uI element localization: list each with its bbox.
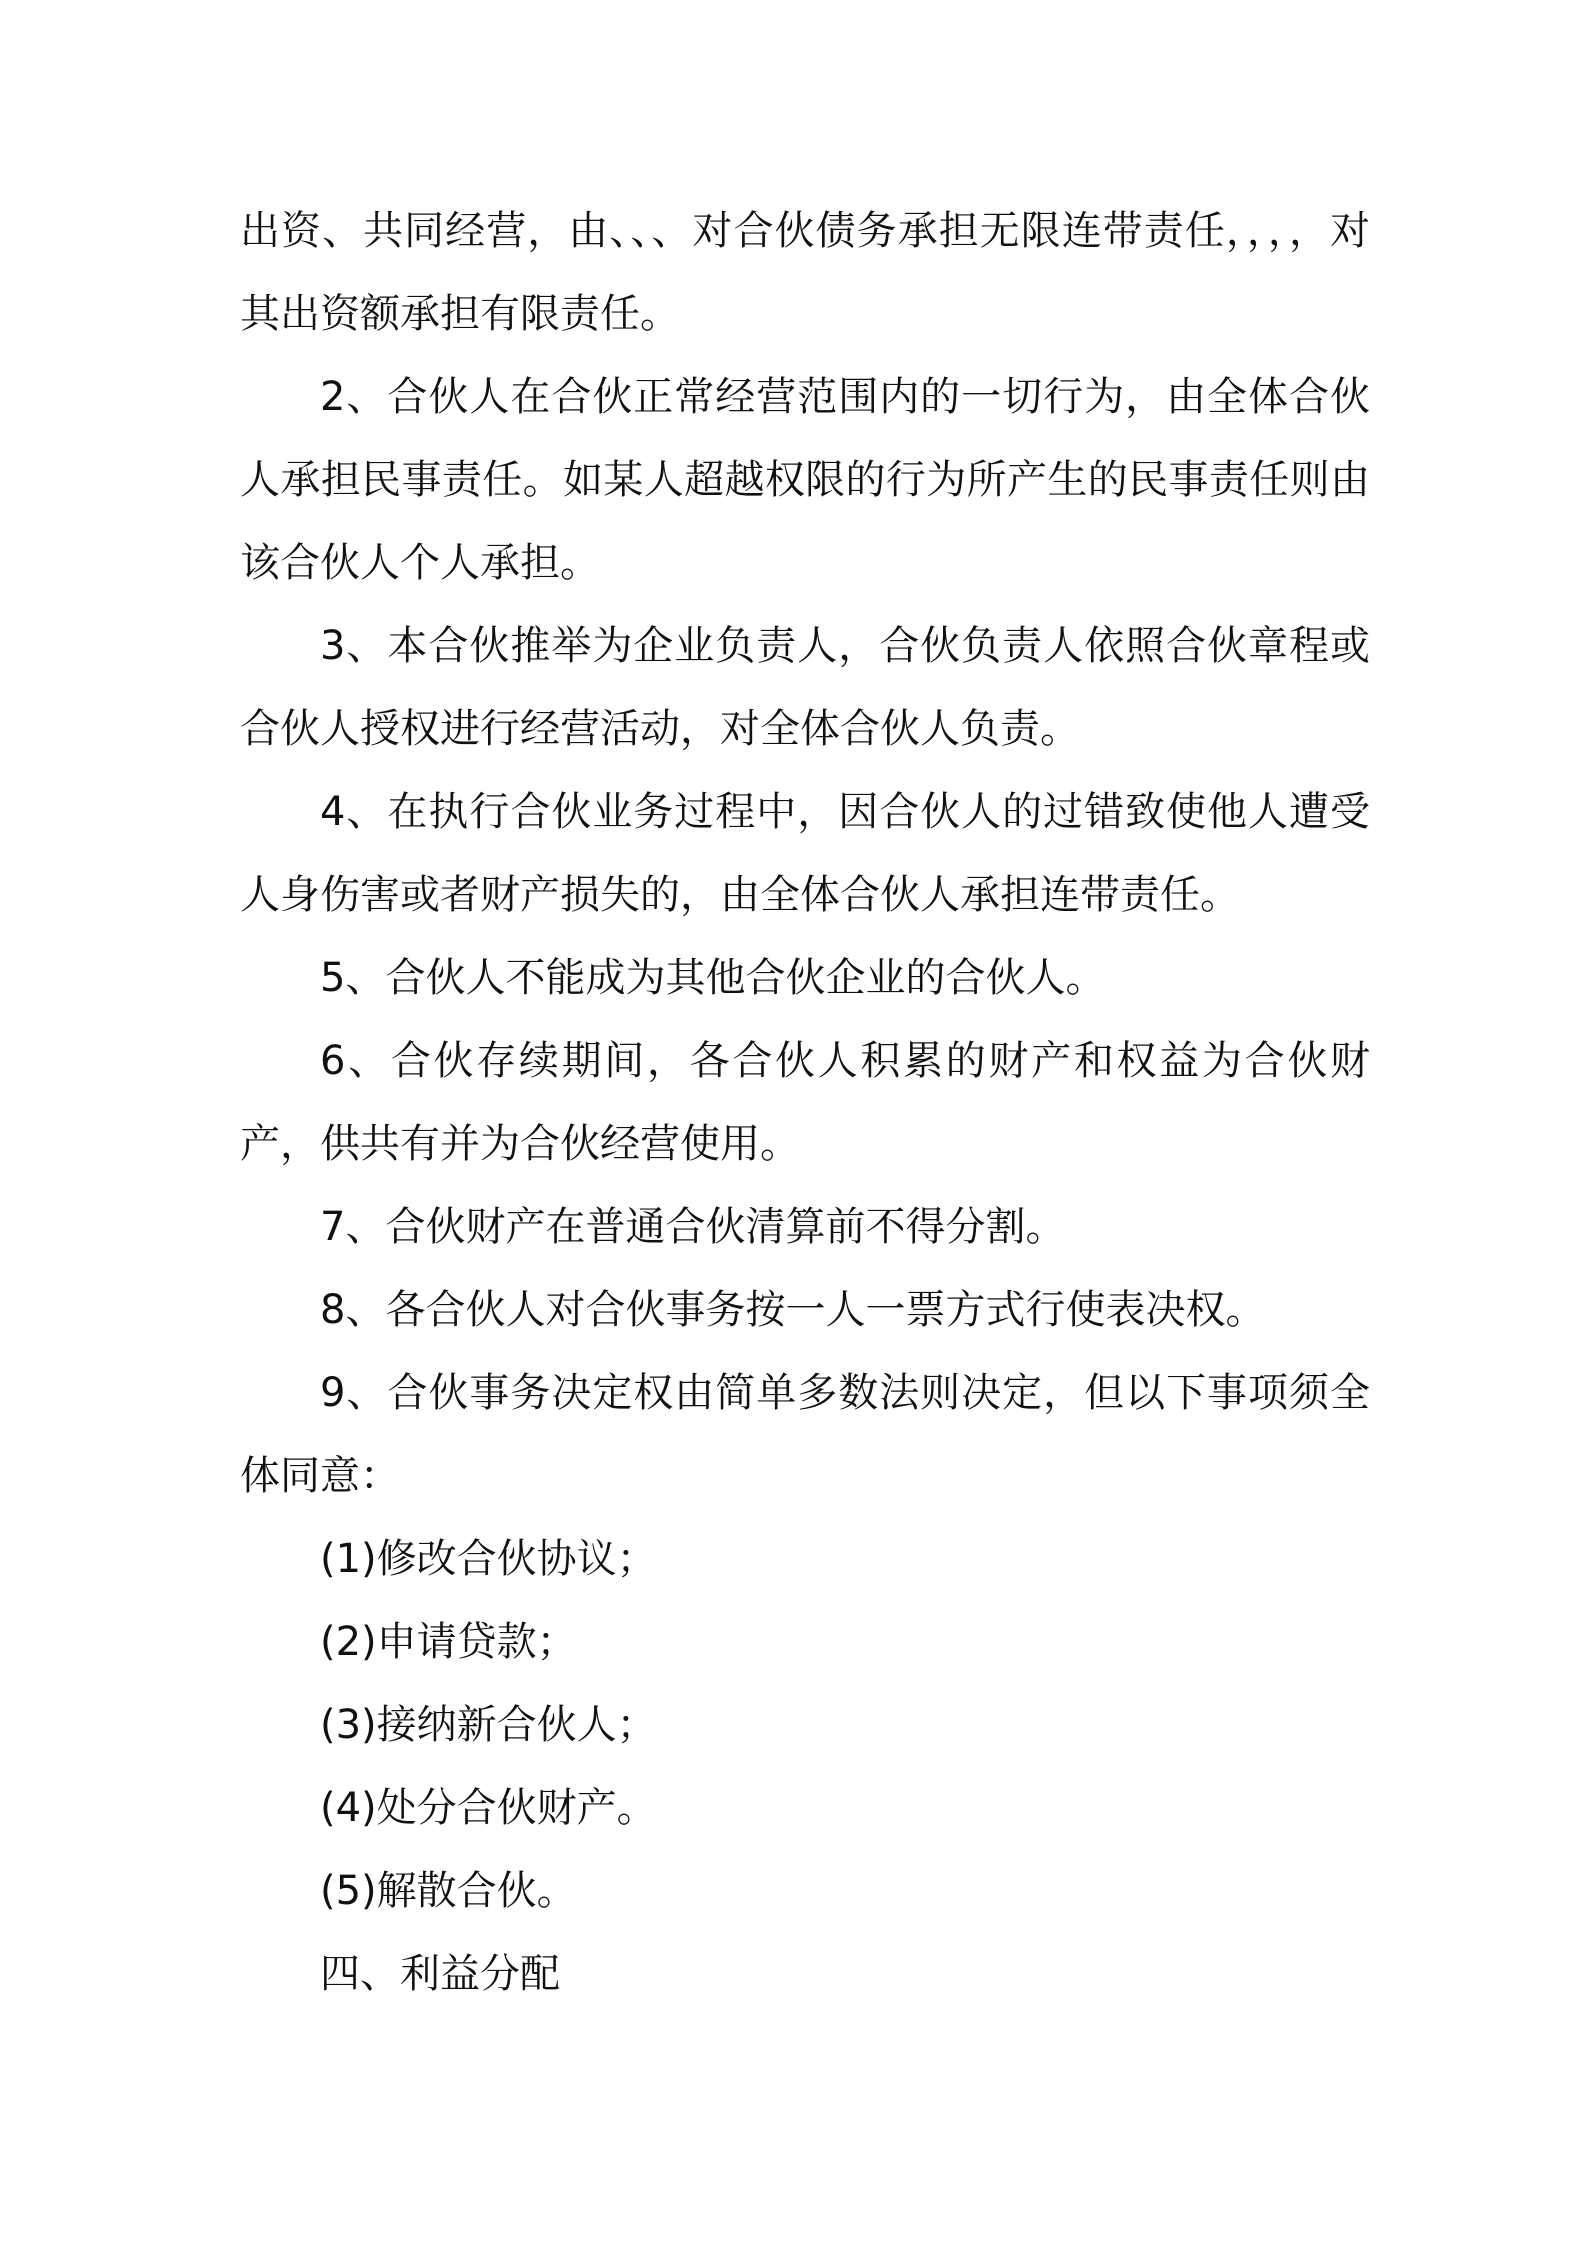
list-item-5: (5)解散合伙。 — [320, 1868, 577, 1914]
paragraph-clause-3: 3、本合伙推举为企业负责人，合伙负责人依照合伙章程或合伙人授权进行经营活动，对全体合伙人负责。 — [240, 623, 1370, 752]
section-heading: 四、利益分配 — [320, 1951, 560, 1997]
list-item-3: (3)接纳新合伙人； — [320, 1702, 657, 1748]
list-item-1: (1)修改合伙协议； — [320, 1536, 657, 1582]
paragraph-clause-4: 4、在执行合伙业务过程中，因合伙人的过错致使他人遭受人身伤害或者财产损失的，由全体合伙人承担连带责任。 — [240, 789, 1370, 918]
paragraph-clause-7: 7、合伙财产在普通合伙清算前不得分割。 — [320, 1204, 1066, 1250]
paragraph-clause-8: 8、各合伙人对合伙事务按一人一票方式行使表决权。 — [320, 1287, 1266, 1333]
list-item-2: (2)申请贷款； — [320, 1619, 577, 1665]
list-item-4: (4)处分合伙财产。 — [320, 1785, 657, 1831]
paragraph-clause-5: 5、合伙人不能成为其他合伙企业的合伙人。 — [320, 955, 1106, 1001]
paragraph-clause-2: 2、合伙人在合伙正常经营范围内的一切行为，由全体合伙人承担民事责任。如某人超越权限的行为所产生的民事责任则由该合伙人个人承担。 — [240, 374, 1370, 586]
paragraph-clause-9: 9、合伙事务决定权由简单多数法则决定，但以下事项须全体同意： — [240, 1370, 1370, 1499]
document-body — [240, 190, 1370, 2016]
paragraph-clause-6: 6、合伙存续期间，各合伙人积累的财产和权益为合伙财产，供共有并为合伙经营使用。 — [240, 1038, 1370, 1167]
paragraph-continued: 出资、共同经营，由、、、对合伙债务承担无限连带责任，，，，对其出资额承担有限责任。 — [240, 208, 1370, 337]
